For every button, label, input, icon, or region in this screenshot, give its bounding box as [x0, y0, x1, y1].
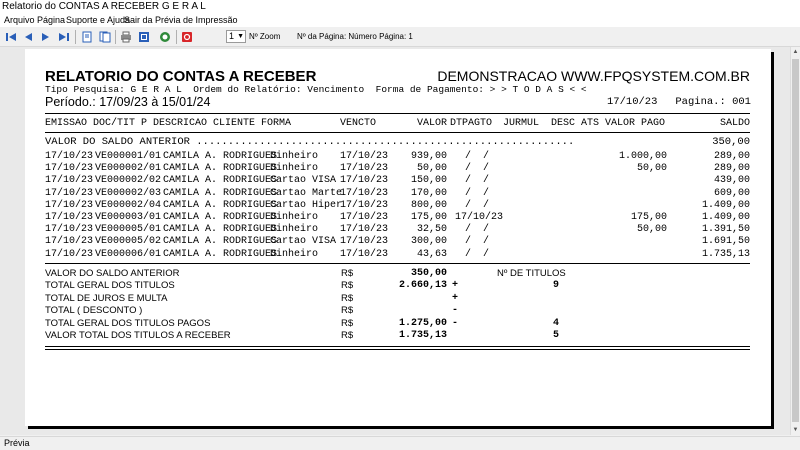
summary-label: VALOR TOTAL DOS TITULOS A RECEBER — [45, 330, 231, 341]
cell-forma: Dinheiro — [270, 212, 319, 223]
report-filters: Tipo Pesquisa: G E R A L Ordem do Relatório: Vencimento Forma de Pagamento: > > T O D A S < < — [45, 84, 587, 95]
report-period: Período.: 17/09/23 à 15/01/24 — [45, 95, 211, 109]
cell-dtpagto: / / — [465, 199, 490, 211]
cell-doc: VE000005/02 — [95, 236, 162, 248]
cell-valor: 175,00 — [410, 212, 447, 223]
cell-vencto: 17/10/23 — [340, 212, 389, 223]
cell-saldo: 289,00 — [713, 163, 750, 175]
cell-doc: VE000002/02 — [95, 175, 162, 187]
cell-cliente: CAMILA A. RODRIGUES — [163, 199, 278, 211]
summary-sign: + — [452, 292, 459, 304]
cell-saldo: 609,00 — [713, 187, 750, 199]
single-page-icon[interactable] — [80, 30, 94, 44]
menu-arquivo[interactable]: Arquivo — [4, 15, 35, 25]
menu-pagina[interactable]: Página — [37, 15, 66, 25]
col-header-jurmul: JURMUL — [503, 118, 540, 129]
summary-label: TOTAL GERAL DOS TITULOS — [45, 280, 175, 292]
cell-forma: Dinheiro — [270, 151, 319, 162]
cell-doc: VE000002/03 — [95, 187, 162, 199]
summary-sign: - — [452, 305, 459, 317]
summary-count-header: Nº DE TITULOS — [497, 268, 566, 279]
cell-valor: 150,00 — [410, 175, 447, 187]
scroll-down-icon[interactable]: ▼ — [792, 427, 799, 433]
cell-emissao: 17/10/23 — [45, 248, 94, 260]
cell-dtpagto: / / — [465, 187, 490, 199]
cell-valor: 50,00 — [416, 163, 447, 175]
cell-emissao: 17/10/23 — [45, 236, 94, 248]
summary-value: 2.660,13 — [398, 280, 447, 292]
cell-emissao: 17/10/23 — [45, 151, 94, 162]
summary-currency: R$ — [341, 317, 354, 329]
cell-emissao: 17/10/23 — [45, 175, 94, 187]
col-header-saldo: SALDO — [719, 118, 750, 129]
cell-emissao: 17/10/23 — [45, 187, 94, 199]
cell-dtpagto: / / — [465, 175, 490, 187]
summary-currency: R$ — [341, 305, 354, 317]
window-title: Relatorio do CONTAS A RECEBER G E R A L — [0, 0, 800, 14]
cell-cliente: CAMILA A. RODRIGUES — [163, 187, 278, 199]
cell-emissao: 17/10/23 — [45, 212, 94, 223]
cell-forma: Cartao VISA — [270, 236, 337, 248]
toolbar-separator — [176, 30, 177, 44]
cell-doc: VE000002/04 — [95, 199, 162, 211]
prev-page-icon[interactable] — [21, 30, 35, 44]
last-page-icon[interactable] — [57, 30, 71, 44]
cell-cliente: CAMILA A. RODRIGUES — [163, 212, 278, 223]
cell-saldo: 1.391,50 — [701, 224, 750, 236]
cell-vencto: 17/10/23 — [340, 236, 389, 248]
zoom-label: Nº Zoom — [249, 32, 281, 41]
cell-doc: VE000001/01 — [95, 151, 162, 162]
cell-emissao: 17/10/23 — [45, 224, 94, 236]
summary-sign: - — [452, 317, 459, 329]
menu-sair-previa[interactable]: Sair da Prévia de Impressão — [124, 15, 238, 25]
cell-dtpagto: / / — [465, 151, 490, 162]
cell-vencto: 17/10/23 — [340, 224, 389, 236]
zoom-select[interactable] — [226, 30, 246, 43]
report-title: RELATORIO DO CONTAS A RECEBER — [45, 68, 317, 85]
toolbar-separator — [75, 30, 76, 44]
report-page — [25, 49, 771, 426]
cell-cliente: CAMILA A. RODRIGUES — [163, 175, 278, 187]
cell-vencto: 17/10/23 — [340, 248, 389, 260]
cell-saldo: 1.735,13 — [701, 248, 750, 260]
cell-cliente: CAMILA A. RODRIGUES — [163, 163, 278, 175]
cell-emissao: 17/10/23 — [45, 199, 94, 211]
col-header-dtpagto: DTPAGTO — [450, 118, 493, 129]
cell-valor-pago: 50,00 — [636, 224, 667, 236]
cell-dtpagto: / / — [465, 248, 490, 260]
cell-vencto: 17/10/23 — [340, 175, 389, 187]
cell-valor: 43,63 — [416, 248, 447, 260]
export-icon[interactable] — [158, 30, 172, 44]
rule — [45, 132, 750, 133]
cell-forma: Cartao Marte — [270, 187, 343, 199]
report-date: 17/10/23 — [607, 96, 658, 108]
close-preview-icon[interactable] — [180, 30, 194, 44]
cell-vencto: 17/10/23 — [340, 199, 389, 211]
summary-label: TOTAL ( DESCONTO ) — [45, 305, 143, 317]
cell-doc: VE000005/01 — [95, 224, 162, 236]
scroll-thumb[interactable] — [792, 59, 799, 422]
rule — [45, 349, 750, 350]
cell-valor: 300,00 — [410, 236, 447, 248]
page-info-label: Nº da Página: Número Página: 1 — [297, 32, 413, 41]
cell-dtpagto: / / — [465, 236, 490, 248]
summary-value: 1.275,00 — [398, 317, 447, 329]
saldo-anterior-label: VALOR DO SALDO ANTERIOR ............................................................ — [45, 136, 575, 148]
cell-doc: VE000006/01 — [95, 248, 162, 260]
cell-cliente: CAMILA A. RODRIGUES — [163, 236, 278, 248]
cell-cliente: CAMILA A. RODRIGUES — [163, 248, 278, 260]
vertical-scrollbar[interactable] — [790, 47, 800, 435]
cell-forma: Dinheiro — [270, 248, 319, 260]
zoom-select-value: 1 — [229, 31, 235, 41]
cell-valor: 800,00 — [410, 199, 447, 211]
summary-currency: R$ — [341, 268, 354, 279]
chevron-down-icon: ▼ — [237, 33, 244, 40]
summary-count: 5 — [552, 330, 559, 341]
cell-dtpagto: 17/10/23 — [455, 212, 504, 223]
col-header-valor-pago: VALOR PAGO — [605, 118, 666, 129]
summary-label: VALOR DO SALDO ANTERIOR — [45, 268, 180, 279]
multi-page-icon[interactable] — [98, 30, 112, 44]
menu-bar — [0, 14, 800, 27]
cell-emissao: 17/10/23 — [45, 163, 94, 175]
summary-label: TOTAL GERAL DOS TITULOS PAGOS — [45, 317, 211, 329]
cell-vencto: 17/10/23 — [340, 151, 389, 162]
cell-valor: 170,00 — [410, 187, 447, 199]
toolbar-separator — [115, 30, 116, 44]
scroll-up-icon[interactable]: ▲ — [792, 49, 799, 55]
col-header-valor: VALOR — [416, 118, 447, 129]
menu-suporte[interactable]: Suporte e Ajuda — [66, 15, 131, 25]
cell-saldo: 1.409,00 — [701, 212, 750, 223]
company-name: DEMONSTRACAO WWW.FPQSYSTEM.COM.BR — [437, 68, 750, 84]
cell-doc: VE000002/01 — [95, 163, 162, 175]
rule — [45, 113, 750, 114]
cell-forma: Dinheiro — [270, 163, 319, 175]
cell-vencto: 17/10/23 — [340, 163, 389, 175]
cell-valor: 32,50 — [416, 224, 447, 236]
cell-forma: Cartao Hiper — [270, 199, 343, 211]
summary-count: 4 — [552, 317, 559, 329]
cell-saldo: 1.691,50 — [701, 236, 750, 248]
cell-valor-pago: 175,00 — [630, 212, 667, 223]
printer-icon[interactable] — [119, 30, 133, 44]
summary-value: 1.735,13 — [398, 330, 447, 341]
cell-saldo: 289,00 — [713, 151, 750, 162]
next-page-icon[interactable] — [39, 30, 53, 44]
page-number: Pagina.: 001 — [675, 96, 751, 108]
first-page-icon[interactable] — [4, 30, 18, 44]
summary-currency: R$ — [341, 280, 354, 292]
print-setup-icon[interactable] — [137, 30, 151, 44]
cell-forma: Dinheiro — [270, 224, 319, 236]
cell-cliente: CAMILA A. RODRIGUES — [163, 151, 278, 162]
col-header-desc-ats: DESC ATS — [551, 118, 600, 129]
cell-saldo: 1.409,00 — [701, 199, 750, 211]
cell-dtpagto: / / — [465, 163, 490, 175]
saldo-anterior-value: 350,00 — [712, 136, 750, 148]
cell-valor: 939,00 — [410, 151, 447, 162]
col-header-vencto: VENCTO — [340, 118, 377, 129]
col-header-main: EMISSAO DOC/TIT P DESCRICAO CLIENTE FORMA — [45, 118, 292, 129]
cell-valor-pago: 50,00 — [636, 163, 667, 175]
cell-doc: VE000003/01 — [95, 212, 162, 223]
summary-currency: R$ — [341, 292, 354, 304]
summary-value: 350,00 — [410, 268, 447, 279]
status-bar: Prévia — [0, 436, 800, 450]
cell-forma: Cartao VISA — [270, 175, 337, 187]
summary-currency: R$ — [341, 330, 354, 341]
cell-cliente: CAMILA A. RODRIGUES — [163, 224, 278, 236]
cell-dtpagto: / / — [465, 224, 490, 236]
cell-saldo: 439,00 — [713, 175, 750, 187]
rule — [45, 346, 750, 347]
summary-sign: + — [452, 280, 459, 292]
cell-valor-pago: 1.000,00 — [618, 151, 667, 162]
summary-count: 9 — [552, 280, 559, 292]
rule — [45, 263, 750, 264]
summary-label: TOTAL DE JUROS E MULTA — [45, 292, 168, 304]
cell-vencto: 17/10/23 — [340, 187, 389, 199]
